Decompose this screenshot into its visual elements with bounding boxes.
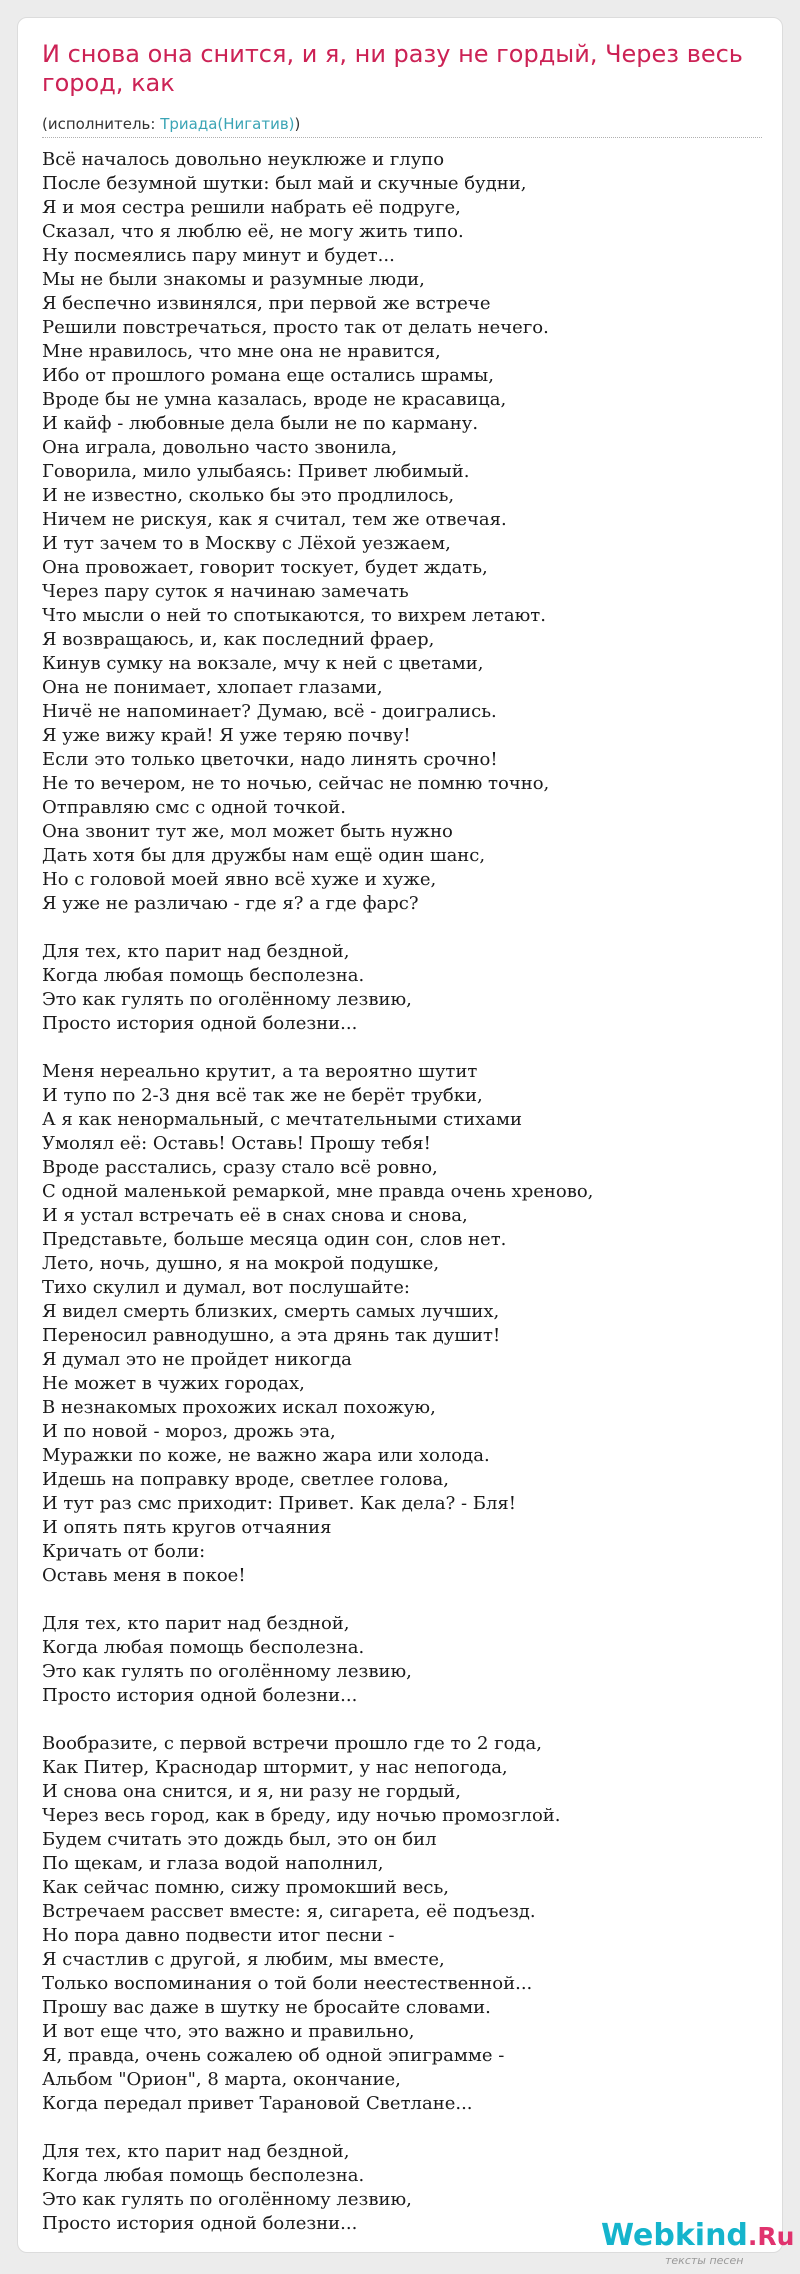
lyric-line: Как сейчас помню, сижу промокший весь, bbox=[42, 1877, 449, 1898]
lyric-line: Вроде расстались, сразу стало всё ровно, bbox=[42, 1157, 438, 1178]
stanza bbox=[42, 1732, 762, 2116]
performer-line bbox=[42, 114, 762, 134]
lyric-line: Сказал, что я люблю её, не могу жить типо. bbox=[42, 221, 464, 242]
lyric-line: Это как гулять по оголённому лезвию, bbox=[42, 1661, 412, 1682]
lyric-line: Ну посмеялись пару минут и будет... bbox=[42, 245, 395, 266]
lyric-line: Не то вечером, не то ночью, сейчас не помню точно, bbox=[42, 773, 550, 794]
performer-prefix: (исполнитель: bbox=[42, 115, 161, 133]
lyric-line: Говорила, мило улыбаясь: Привет любимый. bbox=[42, 461, 470, 482]
lyric-line: Альбом "Орион", 8 марта, окончание, bbox=[42, 2069, 401, 2090]
stanza bbox=[42, 1060, 762, 1588]
lyric-line: Лето, ночь, душно, я на мокрой подушке, bbox=[42, 1253, 440, 1274]
lyric-line: Если это только цветочки, надо линять срочно! bbox=[42, 749, 498, 770]
lyric-line: Мне нравилось, что мне она не нравится, bbox=[42, 341, 441, 362]
lyric-line: После безумной шутки: был май и скучные будни, bbox=[42, 173, 527, 194]
lyric-line: Она провожает, говорит тоскует, будет ждать, bbox=[42, 557, 488, 578]
logo-main-text: Webkind bbox=[601, 2218, 748, 2253]
lyric-line: Мы не были знакомы и разумные люди, bbox=[42, 269, 425, 290]
divider bbox=[42, 137, 762, 138]
lyric-line: Решили повстречаться, просто так от делать нечего. bbox=[42, 317, 549, 338]
stanza bbox=[42, 1612, 762, 1708]
lyric-line: И тут раз смс приходит: Привет. Как дела? - Бля! bbox=[42, 1493, 517, 1514]
lyric-line: Вроде бы не умна казалась, вроде не красавица, bbox=[42, 389, 507, 410]
logo-tld-text: .Ru bbox=[747, 2222, 795, 2251]
lyric-line: И кайф - любовные дела были не по карману. bbox=[42, 413, 479, 434]
lyric-line: С одной маленькой ремаркой, мне правда очень хреново, bbox=[42, 1181, 594, 1202]
lyric-line: Дать хотя бы для дружбы нам ещё один шанс, bbox=[42, 845, 486, 866]
lyric-line: Ничё не напоминает? Думаю, всё - доигрались. bbox=[42, 701, 497, 722]
lyric-line: Представьте, больше месяца один сон, слов нет. bbox=[42, 1229, 507, 1250]
lyric-line: Когда передал привет Тарановой Светлане... bbox=[42, 2093, 473, 2114]
lyric-line: Когда любая помощь бесполезна. bbox=[42, 2165, 365, 2186]
lyric-line: Она играла, довольно часто звонила, bbox=[42, 437, 398, 458]
artist-link[interactable]: Триада(Нигатив) bbox=[160, 115, 295, 133]
lyric-line: Я уже не различаю - где я? а где фарс? bbox=[42, 893, 419, 914]
lyric-line: Я счастлив с другой, я любим, мы вместе, bbox=[42, 1949, 445, 1970]
lyric-line: Кричать от боли: bbox=[42, 1541, 206, 1562]
lyric-line: Но с головой моей явно всё хуже и хуже, bbox=[42, 869, 437, 890]
stanza bbox=[42, 940, 762, 1036]
lyric-line: Прошу вас даже в шутку не бросайте словами. bbox=[42, 1997, 491, 2018]
lyric-line: И не известно, сколько бы это продлилось, bbox=[42, 485, 455, 506]
lyric-line: Муражки по коже, не важно жара или холода. bbox=[42, 1445, 490, 1466]
lyric-line: Я и моя сестра решили набрать её подруге, bbox=[42, 197, 461, 218]
lyric-line: Я, правда, очень сожалею об одной эпиграмме - bbox=[42, 2045, 505, 2066]
lyric-line: Я видел смерть близких, смерть самых лучших, bbox=[42, 1301, 500, 1322]
lyric-line: Идешь на поправку вроде, светлее голова, bbox=[42, 1469, 450, 1490]
lyric-line: Через весь город, как в бреду, иду ночью промозглой. bbox=[42, 1805, 561, 1826]
lyric-line: Она звонит тут же, мол может быть нужно bbox=[42, 821, 453, 842]
lyric-line: Умолял её: Оставь! Оставь! Прошу тебя! bbox=[42, 1133, 431, 1154]
lyric-line: Когда любая помощь бесполезна. bbox=[42, 1637, 365, 1658]
lyric-line: Отправляю смс с одной точкой. bbox=[42, 797, 346, 818]
lyric-line: Не может в чужих городах, bbox=[42, 1373, 305, 1394]
lyric-line: Встречаем рассвет вместе: я, сигарета, её подъезд. bbox=[42, 1901, 536, 1922]
lyric-line: И снова она снится, и я, ни разу не гордый, bbox=[42, 1781, 462, 1802]
lyric-line: Ибо от прошлого романа еще остались шрамы, bbox=[42, 365, 494, 386]
lyric-line: Только воспоминания о той боли неестественной... bbox=[42, 1973, 533, 1994]
lyric-line: Меня нереально крутит, а та вероятно шутит bbox=[42, 1061, 478, 1082]
lyric-line: А я как ненормальный, с мечтательными стихами bbox=[42, 1109, 522, 1130]
lyric-line: Я думал это не пройдет никогда bbox=[42, 1349, 352, 1370]
lyric-line: Я возвращаюсь, и, как последний фраер, bbox=[42, 629, 435, 650]
lyric-line: Вообразите, с первой встречи прошло где то 2 года, bbox=[42, 1733, 542, 1754]
lyric-line: И вот еще что, это важно и правильно, bbox=[42, 2021, 415, 2042]
lyric-line: Через пару суток я начинаю замечать bbox=[42, 581, 409, 602]
lyric-line: Будем считать это дождь был, это он бил bbox=[42, 1829, 437, 1850]
lyric-line: И я устал встречать её в снах снова и снова, bbox=[42, 1205, 468, 1226]
lyric-line: Как Питер, Краснодар штормит, у нас непогода, bbox=[42, 1757, 508, 1778]
lyric-line: Но пора давно подвести итог песни - bbox=[42, 1925, 395, 1946]
lyric-line: И по новой - мороз, дрожь эта, bbox=[42, 1421, 336, 1442]
lyric-line: Просто история одной болезни... bbox=[42, 1013, 358, 1034]
lyric-line: Всё началось довольно неуклюже и глупо bbox=[42, 149, 445, 170]
lyric-line: Когда любая помощь бесполезна. bbox=[42, 965, 365, 986]
lyric-line: Ничем не рискуя, как я считал, тем же отвечая. bbox=[42, 509, 507, 530]
lyrics-card bbox=[17, 17, 795, 2267]
lyric-line: И тут зачем то в Москву с Лёхой уезжаем, bbox=[42, 533, 451, 554]
lyric-line: Я уже вижу край! Я уже теряю почву! bbox=[42, 725, 411, 746]
lyric-line: И опять пять кругов отчаяния bbox=[42, 1517, 332, 1538]
lyric-line: Для тех, кто парит над бездной, bbox=[42, 941, 350, 962]
lyric-line: И тупо по 2-3 дня всё так же не берёт трубки, bbox=[42, 1085, 483, 1106]
logo-tagline: тексты песен bbox=[665, 2254, 744, 2267]
lyric-line: Это как гулять по оголённому лезвию, bbox=[42, 2189, 412, 2210]
lyrics-text bbox=[42, 148, 762, 2260]
lyric-line: Для тех, кто парит над бездной, bbox=[42, 1613, 350, 1634]
lyric-line: Я беспечно извинялся, при первой же встрече bbox=[42, 293, 491, 314]
lyric-line: Оставь меня в покое! bbox=[42, 1565, 246, 1586]
lyric-line: Она не понимает, хлопает глазами, bbox=[42, 677, 383, 698]
site-logo[interactable] bbox=[601, 2218, 795, 2274]
lyric-line: Просто история одной болезни... bbox=[42, 1685, 358, 1706]
stanza bbox=[42, 148, 762, 916]
lyric-line: По щекам, и глаза водой наполнил, bbox=[42, 1853, 384, 1874]
lyric-line: В незнакомых прохожих искал похожую, bbox=[42, 1397, 436, 1418]
lyric-line: Тихо скулил и думал, вот послушайте: bbox=[42, 1277, 410, 1298]
lyric-line: Просто история одной болезни... bbox=[42, 2213, 358, 2234]
performer-suffix: ) bbox=[294, 115, 301, 133]
logo-wordmark bbox=[601, 2218, 794, 2255]
lyric-line: Кинув сумку на вокзале, мчу к ней с цветами, bbox=[42, 653, 484, 674]
page-title: И снова она снится, и я, ни разу не гордый, Через весь город, как bbox=[42, 40, 743, 97]
lyric-line: Это как гулять по оголённому лезвию, bbox=[42, 989, 412, 1010]
lyric-line: Что мысли о ней то спотыкаются, то вихрем летают. bbox=[42, 605, 546, 626]
lyric-line: Для тех, кто парит над бездной, bbox=[42, 2141, 350, 2162]
lyric-line: Переносил равнодушно, а эта дрянь так душит! bbox=[42, 1325, 501, 1346]
